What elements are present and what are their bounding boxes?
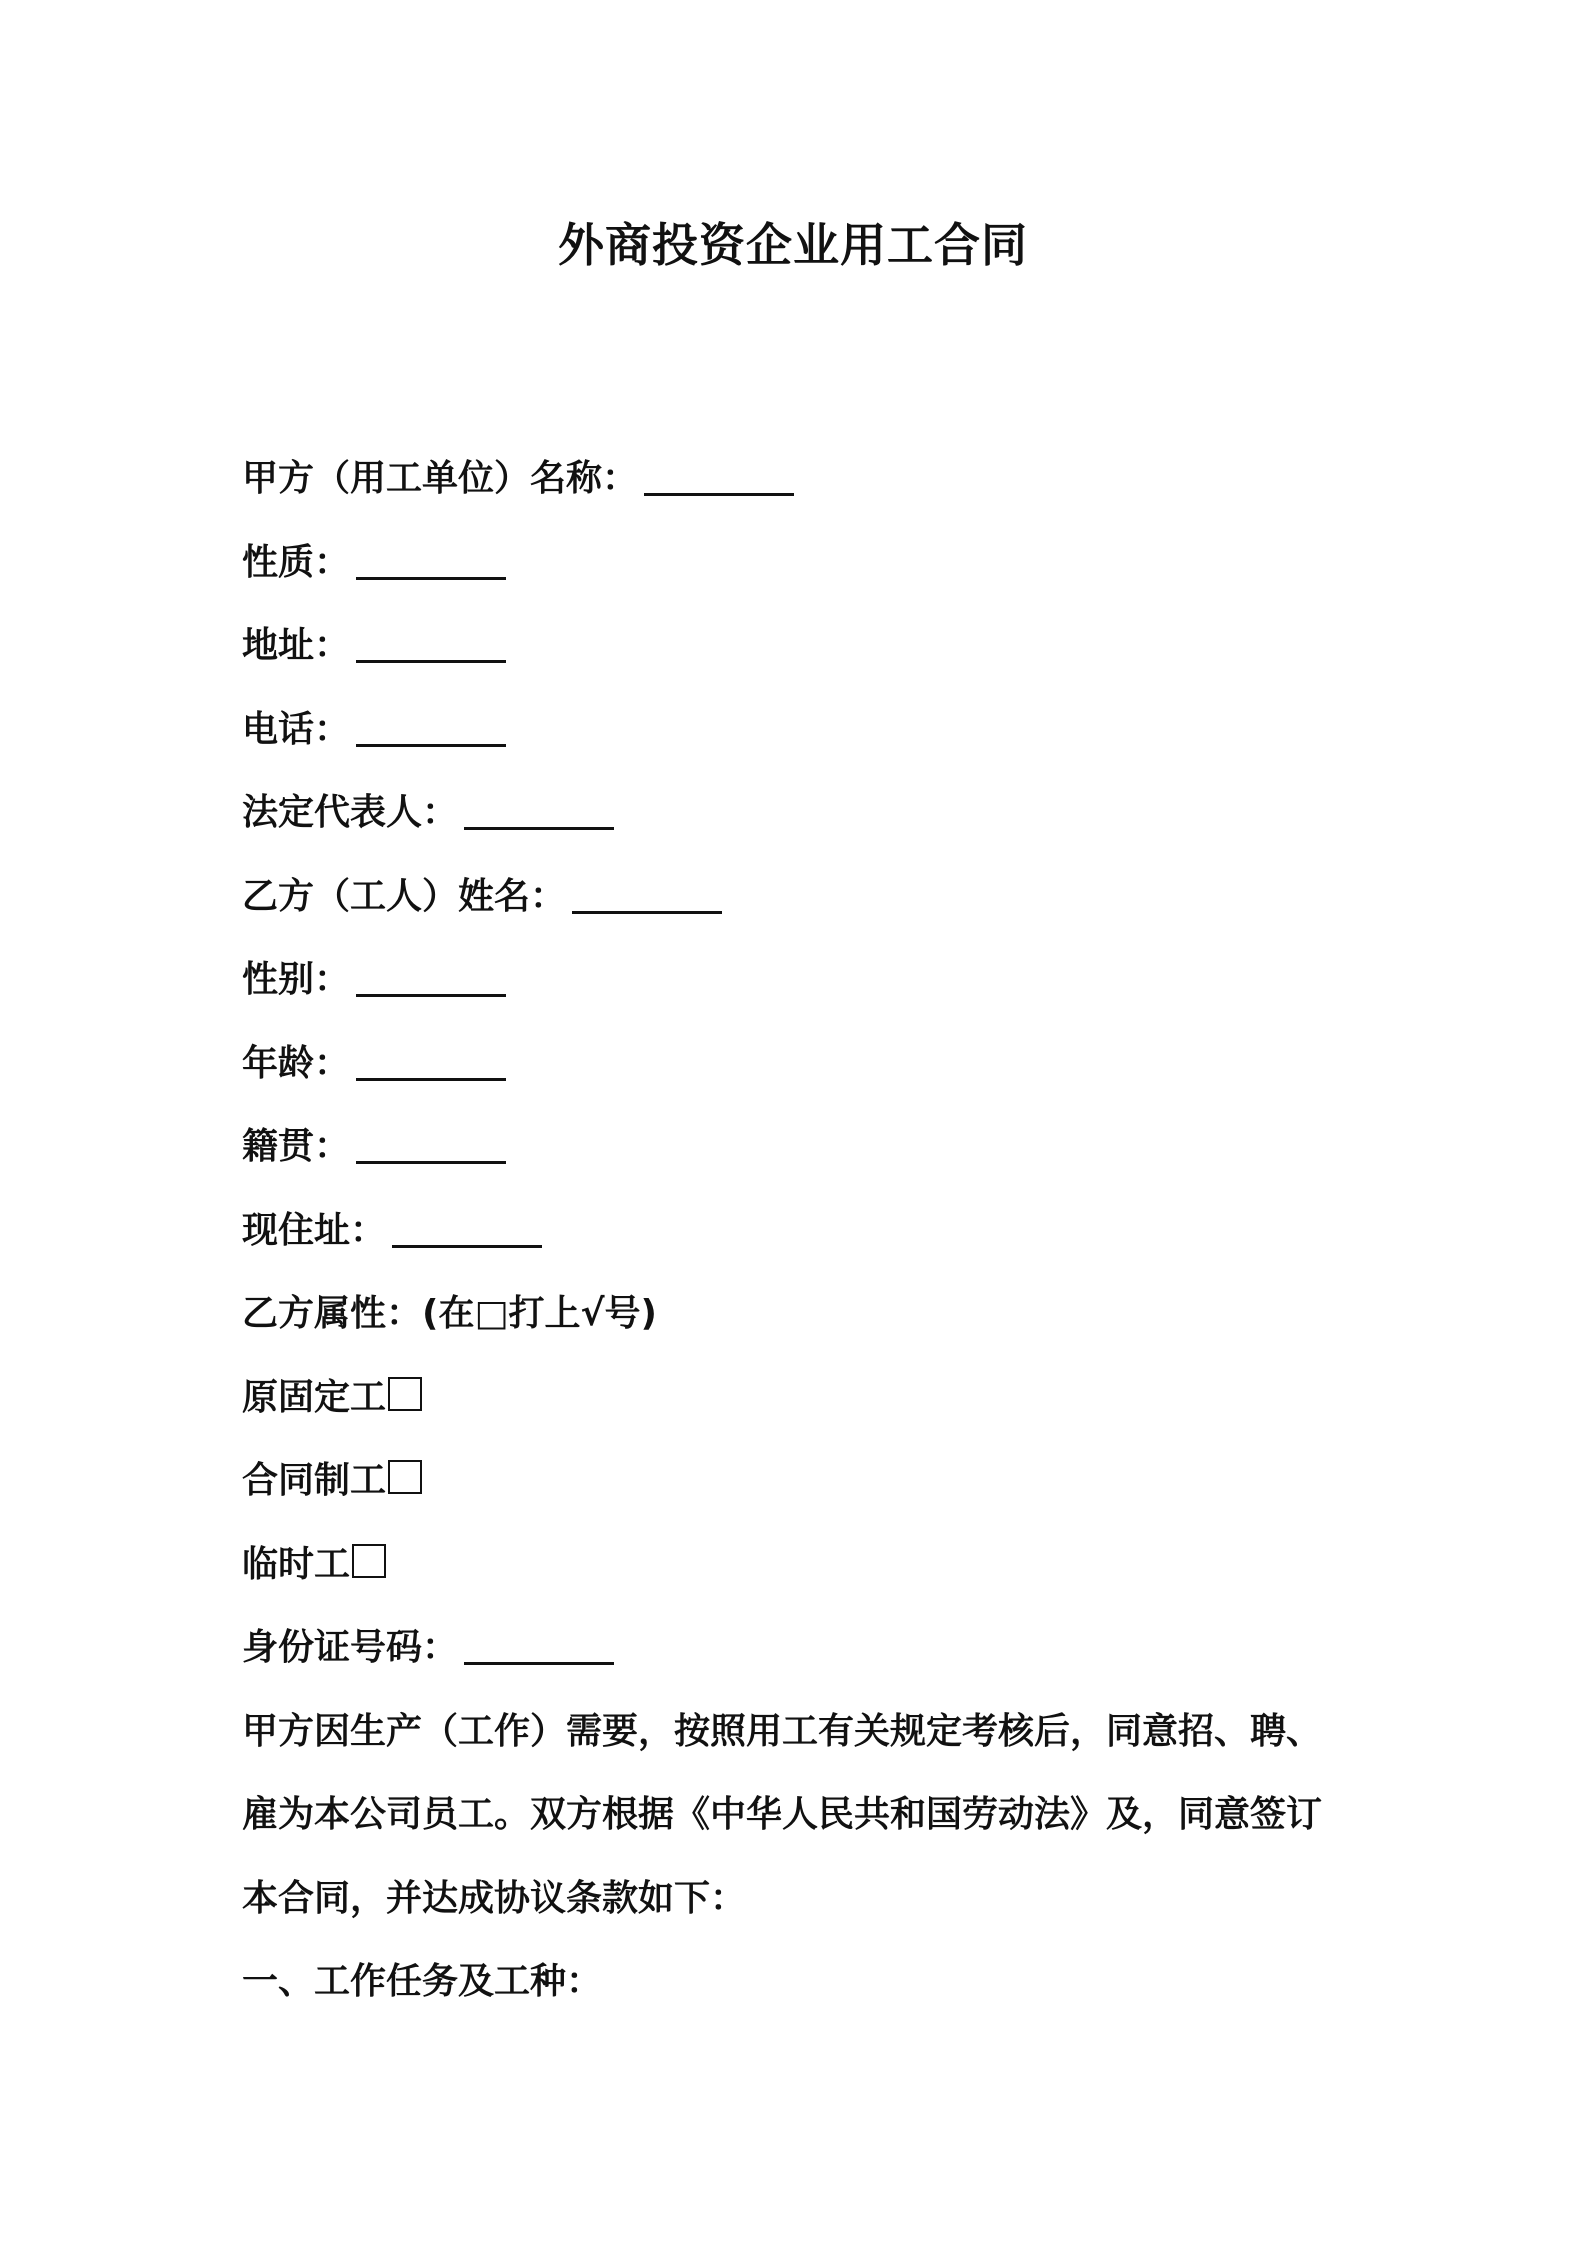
party-b-age-blank[interactable]: [356, 1034, 506, 1081]
attribute-option-row: [242, 1446, 1362, 1530]
intro-paragraph-line: 雇为本公司员工。双方根据《中华人民共和国劳动法》及，同意签订: [242, 1794, 1323, 1835]
party-b-attribute-label: 乙方属性：(在□打上√号): [242, 1293, 657, 1334]
party-b-gender-row: [242, 945, 1362, 1029]
party-a-legal-rep-blank[interactable]: [464, 783, 614, 830]
party-b-attribute-row: [242, 1279, 1362, 1363]
party-a-nature-label: 性质：: [242, 541, 351, 583]
attribute-option-label: 合同制工: [242, 1460, 387, 1501]
attribute-option-checkbox[interactable]: [352, 1544, 386, 1578]
party-a-legal-rep-label: 法定代表人：: [242, 792, 459, 833]
party-a-address-blank[interactable]: [356, 616, 506, 663]
document-body: [242, 444, 1362, 2031]
party-a-name-row: [242, 444, 1362, 528]
party-b-current-address-label: 现住址：: [242, 1209, 387, 1251]
party-a-name-label: 甲方（用工单位）名称：: [242, 458, 639, 499]
party-b-age-label: 年龄：: [242, 1042, 351, 1084]
attribute-option-row: [242, 1363, 1362, 1447]
party-b-id-number-row: [242, 1613, 1362, 1697]
party-b-native-place-label: 籍贯：: [242, 1126, 351, 1167]
party-b-name-row: [242, 862, 1362, 946]
party-b-gender-blank[interactable]: [356, 950, 506, 997]
party-a-legal-rep-row: [242, 778, 1362, 862]
party-a-name-blank[interactable]: [644, 449, 794, 496]
party-b-name-label: 乙方（工人）姓名：: [242, 875, 567, 917]
attribute-option-checkbox[interactable]: [388, 1460, 422, 1494]
section-1-heading: 一、工作任务及工种：: [242, 1961, 603, 2002]
intro-paragraph-line: 本合同，并达成协议条款如下：: [242, 1877, 747, 1919]
party-b-native-place-row: [242, 1112, 1362, 1196]
party-b-name-blank[interactable]: [572, 867, 722, 914]
party-b-id-number-blank[interactable]: [464, 1618, 614, 1665]
attribute-option-label: 临时工: [242, 1543, 351, 1585]
party-a-phone-label: 电话：: [242, 708, 351, 750]
party-a-phone-blank[interactable]: [356, 700, 506, 747]
party-b-current-address-row: [242, 1196, 1362, 1280]
party-b-age-row: [242, 1029, 1362, 1113]
party-a-nature-row: [242, 528, 1362, 612]
attribute-option-label: 原固定工: [242, 1376, 387, 1418]
attribute-option-row: [242, 1530, 1362, 1614]
party-a-address-label: 地址：: [242, 625, 351, 666]
party-b-native-place-blank[interactable]: [356, 1117, 506, 1164]
party-a-nature-blank[interactable]: [356, 533, 506, 580]
attribute-option-checkbox[interactable]: [388, 1377, 422, 1411]
party-b-id-number-label: 身份证号码：: [242, 1627, 459, 1668]
party-b-current-address-blank[interactable]: [392, 1201, 542, 1248]
party-b-gender-label: 性别：: [242, 959, 351, 1000]
party-a-phone-row: [242, 695, 1362, 779]
intro-paragraph-line: 甲方因生产（工作）需要，按照用工有关规定考核后，同意招、聘、: [242, 1710, 1323, 1752]
document-title: 外商投资企业用工合同: [558, 218, 1028, 272]
party-a-address-row: [242, 611, 1362, 695]
